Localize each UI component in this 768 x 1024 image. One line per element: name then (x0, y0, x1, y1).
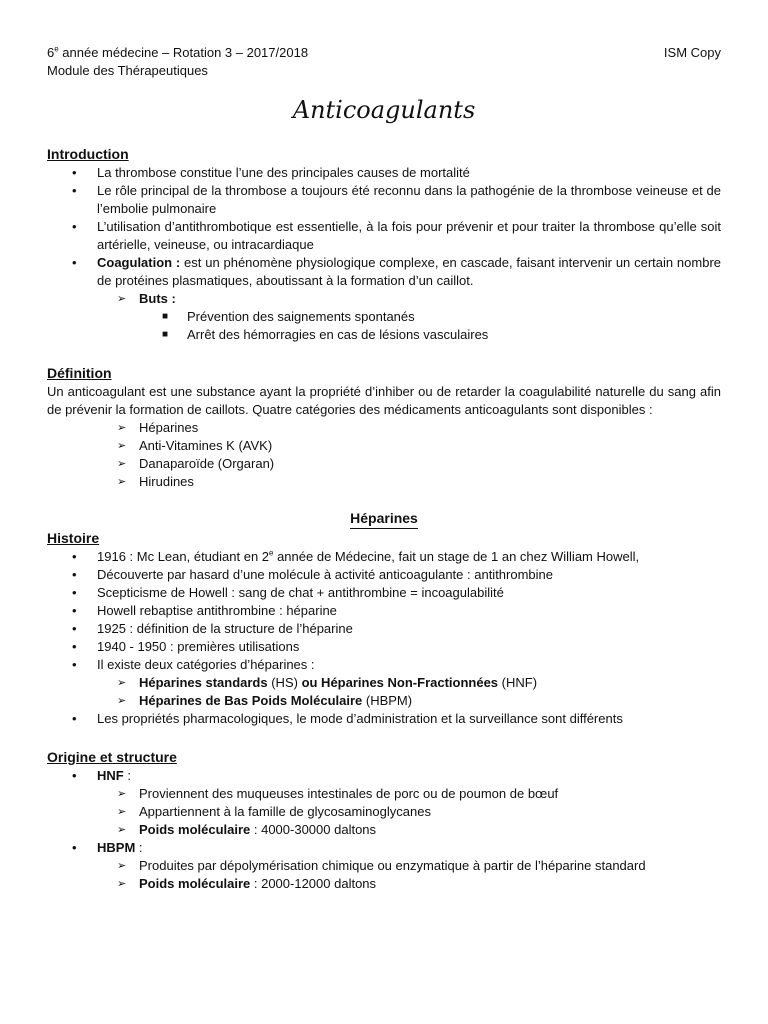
arrow-bullet-icon: ➢ (117, 293, 127, 305)
bullet-icon: • (72, 255, 77, 270)
list-item: • Les propriétés pharmacologiques, le mode d’administration et la surveillance sont différents (72, 711, 623, 726)
list-item: • HNF : (72, 768, 131, 783)
bullet-icon: • (72, 711, 77, 726)
bullet-icon: • (72, 657, 77, 672)
list-item: • Scepticisme de Howell : sang de chat + antithrombine = incoagulabilité (72, 585, 504, 600)
header-right: ISM Copy (663, 45, 721, 60)
list-item: ➢ Hirudines (117, 474, 194, 489)
histoire-heading: Histoire (47, 530, 100, 546)
header-line-2: Module des Thérapeutiques (47, 63, 208, 78)
categories-list (47, 674, 721, 710)
bullet-icon: • (72, 768, 77, 783)
bullet-icon: • (72, 621, 77, 636)
arrow-bullet-icon: ➢ (117, 788, 127, 800)
list-item: ➢ Appartiennent à la famille de glycosaminoglycanes (117, 804, 431, 819)
bullet-icon: • (72, 567, 77, 582)
origine-heading: Origine et structure (47, 749, 177, 765)
list-item: • HBPM : (72, 840, 143, 855)
bullet-icon: • (72, 183, 77, 198)
bullet-icon: • (72, 840, 77, 855)
header-line-1: 6e année médecine – Rotation 3 – 2017/2018 (47, 44, 309, 60)
list-item: • Le rôle principal de la thrombose a toujours été reconnu dans la pathogénie de la thrombose veineuse et de l’embolie pulmonaire (72, 183, 721, 216)
arrow-bullet-icon: ➢ (117, 824, 127, 836)
list-item: • La thrombose constitue l’une des principales causes de mortalité (72, 165, 470, 180)
arrow-bullet-icon: ➢ (117, 677, 127, 689)
document-title: Anticoagulants (292, 96, 476, 124)
histoire-list-end (47, 710, 721, 728)
bullet-icon: • (72, 585, 77, 600)
bullet-icon: • (72, 639, 77, 654)
list-item: ➢ Buts : (117, 291, 176, 306)
arrow-bullet-icon: ➢ (117, 476, 127, 488)
list-item: • Coagulation : est un phénomène physiologique complexe, en cascade, faisant intervenir un certain nombre de protéines plasmatiques, aboutissant à la formation d’un caillot. (72, 255, 721, 288)
bullet-icon: • (72, 219, 77, 234)
arrow-bullet-icon: ➢ (117, 458, 127, 470)
list-item: • 1916 : Mc Lean, étudiant en 2e année de Médecine, fait un stage de 1 an chez William Howell, (72, 548, 640, 564)
buts-sublist (47, 308, 721, 344)
list-item: • L’utilisation d’antithrombotique est essentielle, à la fois pour prévenir et pour traiter la thrombose qu’elle soit artérielle, veineuse, ou intracardiaque (72, 219, 721, 252)
list-item: • Découverte par hasard d’une molécule à activité anticoagulante : antithrombine (72, 567, 553, 582)
list-item: ➢ Héparines (117, 420, 199, 435)
hbpm-list (47, 857, 721, 893)
definition-list (47, 419, 721, 491)
origine-list-2 (47, 839, 721, 857)
arrow-bullet-icon: ➢ (117, 806, 127, 818)
list-item: ➢ Héparines de Bas Poids Moléculaire (HBPM) (117, 693, 413, 708)
list-item: ■ Prévention des saignements spontanés (162, 309, 415, 324)
intro-heading: Introduction (47, 146, 129, 162)
heparines-heading: Héparines (350, 509, 418, 529)
square-bullet-icon: ■ (162, 329, 169, 340)
bullet-icon: • (72, 549, 77, 564)
page-header (47, 44, 721, 80)
list-item: • 1940 - 1950 : premières utilisations (72, 639, 300, 654)
origine-list (47, 767, 721, 785)
histoire-list (47, 548, 721, 674)
list-item: ■ Arrêt des hémorragies en cas de lésions vasculaires (162, 327, 489, 342)
bullet-icon: • (72, 165, 77, 180)
definition-heading: Définition (47, 365, 112, 381)
list-item: ➢ Produites par dépolymérisation chimique ou enzymatique à partir de l’héparine standard (117, 858, 646, 873)
list-item: ➢ Poids moléculaire : 2000-12000 daltons (117, 876, 377, 891)
list-item: ➢ Héparines standards (HS) ou Héparines Non-Fractionnées (HNF) (117, 675, 538, 690)
arrow-bullet-icon: ➢ (117, 878, 127, 890)
arrow-bullet-icon: ➢ (117, 440, 127, 452)
list-item: ➢ Poids moléculaire : 4000-30000 daltons (117, 822, 377, 837)
intro-list (47, 164, 721, 290)
definition-text: Un anticoagulant est une substance ayant la propriété d’inhiber ou de retarder la coagulabilité naturelle du sang afin de prévenir la formation de caillots. Quatre catégories des médicaments anticoagulants sont disponibles : (47, 384, 721, 417)
list-item: • 1925 : définition de la structure de l’héparine (72, 621, 353, 636)
list-item: • Il existe deux catégories d’héparines : (72, 657, 315, 672)
list-item: ➢ Danaparoïde (Orgaran) (117, 456, 275, 471)
arrow-bullet-icon: ➢ (117, 860, 127, 872)
arrow-bullet-icon: ➢ (117, 422, 127, 434)
list-item: ➢ Anti-Vitamines K (AVK) (117, 438, 273, 453)
square-bullet-icon: ■ (162, 311, 169, 322)
document-body (47, 145, 721, 893)
bullet-icon: • (72, 603, 77, 618)
list-item: ➢ Proviennent des muqueuses intestinales de porc ou de poumon de bœuf (117, 786, 559, 801)
hnf-list (47, 785, 721, 839)
list-item: • Howell rebaptise antithrombine : héparine (72, 603, 337, 618)
arrow-bullet-icon: ➢ (117, 695, 127, 707)
buts-list (47, 290, 721, 308)
